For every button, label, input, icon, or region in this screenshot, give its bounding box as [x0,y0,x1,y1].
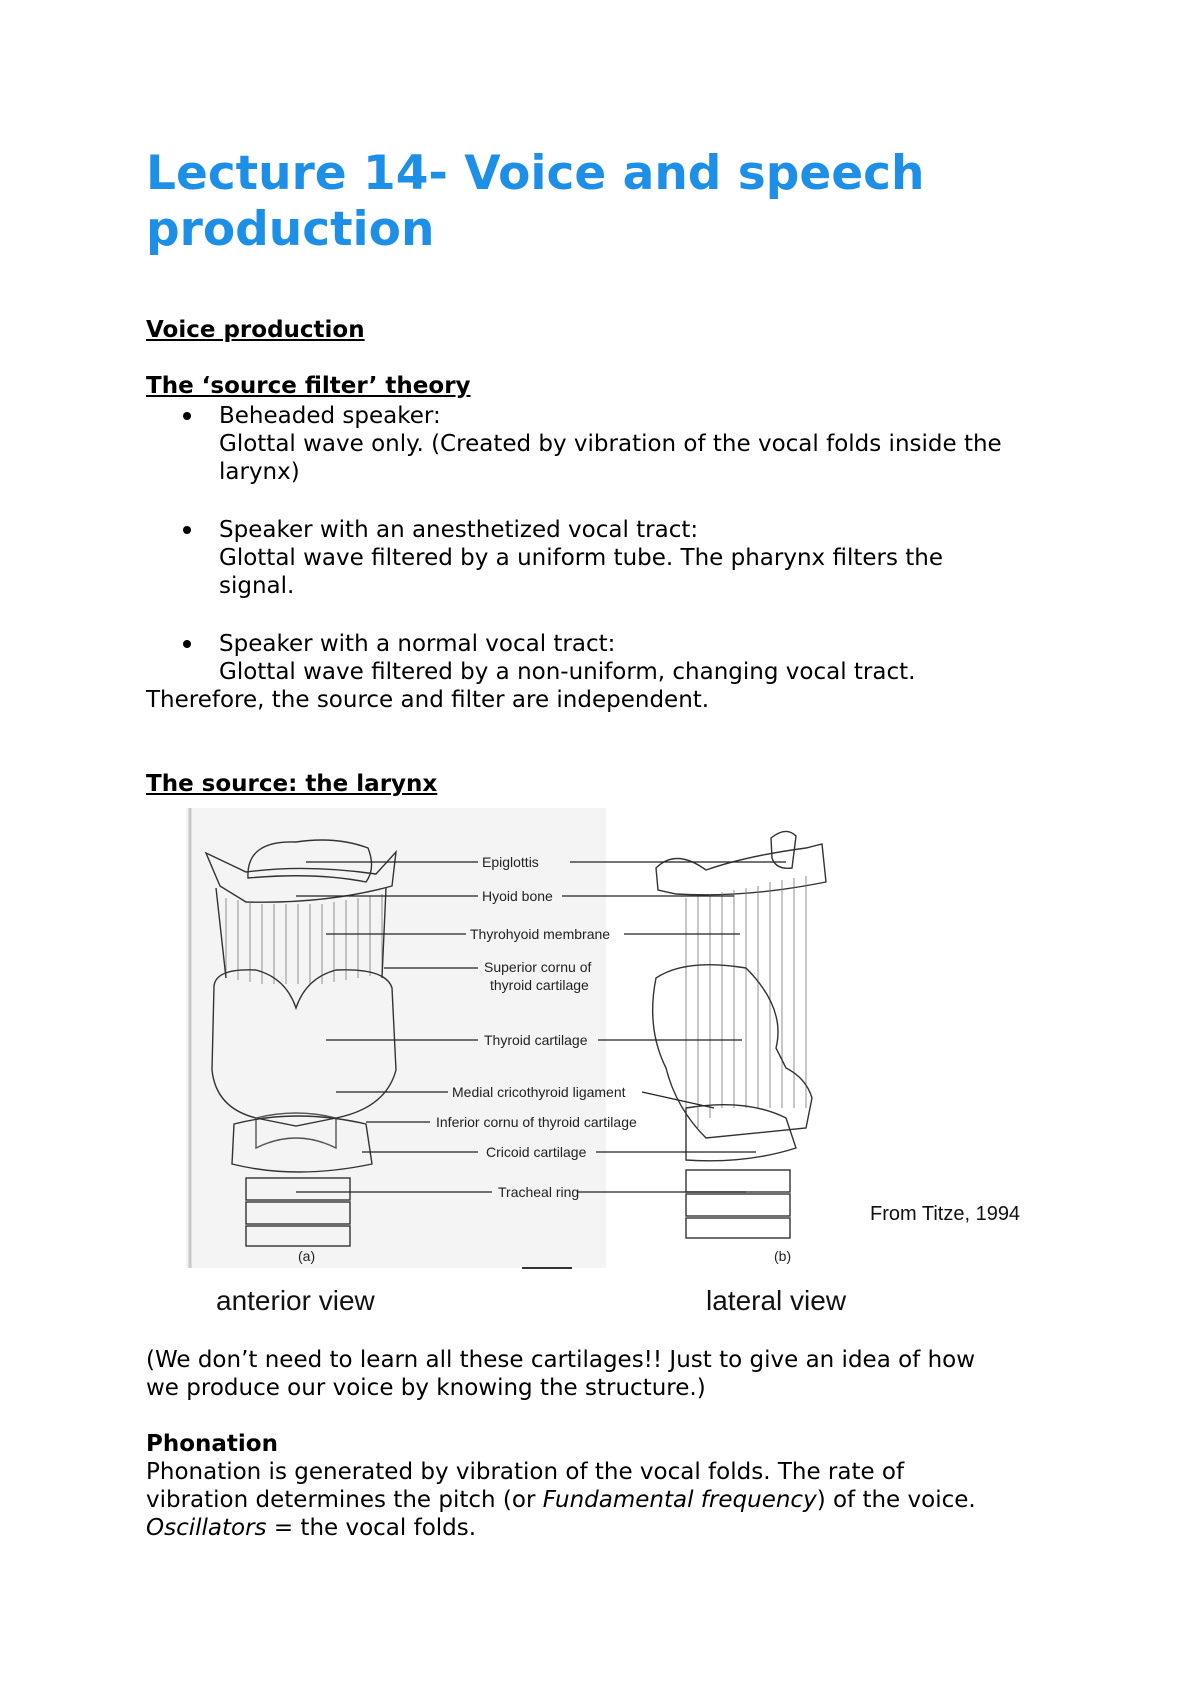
bullet-2-line2: signal. [219,573,295,599]
subsection-heading-larynx: The source: the larynx [146,771,438,797]
phonation-line3 [146,1514,476,1542]
section-heading-voice-production: Voice production [146,317,365,343]
bullet-1-line2: larynx) [219,459,300,485]
lateral-larynx-drawing [653,831,826,1238]
phonation-heading: Phonation [146,1431,278,1457]
bullet-2-line1: Glottal wave filtered by a uniform tube. The pharynx filters the [219,545,943,571]
larynx-diagram [186,808,1056,1278]
note-line2: we produce our voice by knowing the structure.) [146,1375,706,1401]
therefore-line: Therefore, the source and filter are independent. [146,687,710,713]
figure-captions [186,1280,1056,1330]
label-thyrohyoid-membrane: Thyrohyoid membrane [470,926,611,942]
bullet-1-line1: Glottal wave only. (Created by vibration of the vocal folds inside the [219,431,1002,457]
panel-b-label: (b) [774,1248,792,1264]
bullet-3-line1: Glottal wave filtered by a non-uniform, changing vocal tract. [219,659,916,685]
label-tracheal-ring: Tracheal ring [498,1184,580,1200]
figure-credit: From Titze, 1994 [870,1203,1021,1225]
caption-lateral-view: lateral view [706,1285,847,1316]
phonation-line2 [146,1486,976,1514]
bullet-point [183,412,191,420]
larynx-figure [186,808,1056,1278]
label-hyoid-bone: Hyoid bone [482,888,553,904]
phonation-line3-post: = the vocal folds. [266,1515,477,1541]
label-thyroid-cartilage: Thyroid cartilage [484,1032,588,1048]
fundamental-frequency-term: Fundamental frequency [542,1487,817,1513]
bullet-point [183,640,191,648]
note-line1: (We don’t need to learn all these cartilages!! Just to give an idea of how [146,1347,976,1373]
phonation-line1: Phonation is generated by vibration of the vocal folds. The rate of [146,1459,905,1485]
label-medial-cricothyroid-ligament: Medial cricothyroid ligament [452,1084,626,1100]
label-superior-cornu-line2: thyroid cartilage [490,977,589,993]
label-epiglottis: Epiglottis [482,854,539,870]
panel-a-label: (a) [298,1248,316,1264]
label-inferior-cornu: Inferior cornu of thyroid cartilage [436,1114,637,1130]
bullet-2-head: Speaker with an anesthetized vocal tract: [219,517,699,543]
subsection-heading-source-filter: The ‘source filter’ theory [146,373,471,399]
bullet-1-head: Beheaded speaker: [219,403,441,429]
label-cricoid-cartilage: Cricoid cartilage [486,1144,587,1160]
oscillators-term: Oscillators [146,1515,267,1541]
bullet-3-head: Speaker with a normal vocal tract: [219,631,616,657]
label-superior-cornu: Superior cornu of [484,959,592,975]
phonation-line2-pre: vibration determines the pitch (or [146,1487,543,1513]
caption-anterior-view: anterior view [216,1285,375,1316]
page-title: Lecture 14- Voice and speech production [146,146,925,257]
phonation-line2-post: ) of the voice. [816,1487,976,1513]
bullet-point [183,526,191,534]
